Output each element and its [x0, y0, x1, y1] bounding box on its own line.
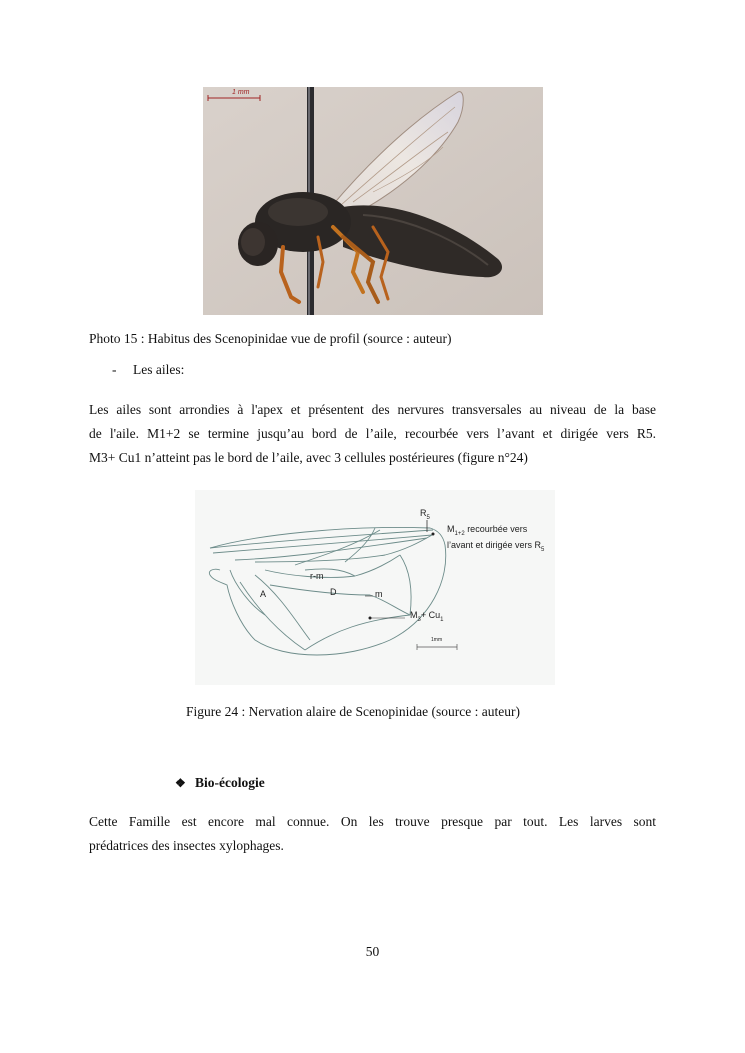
scenopinidae-habitus-image — [203, 87, 543, 315]
label-a: A — [260, 589, 267, 599]
label-rm: r-m — [310, 571, 324, 581]
section-title-text: Bio-écologie — [195, 775, 265, 790]
label-d: D — [330, 587, 337, 597]
paragraph-line: prédatrices des insectes xylophages. — [89, 838, 284, 853]
diamond-bullet-icon: ❖ — [175, 776, 186, 790]
bio-ecology-paragraph — [89, 810, 656, 858]
figure-caption: Figure 24 : Nervation alaire de Scenopinidae (source : auteur) — [186, 704, 520, 719]
bullet-marker: - — [112, 362, 117, 377]
paragraph-line: Cette Famille est encore mal connue. On les trouve presque par tout. Les larves sont — [89, 814, 656, 829]
page-number: 50 — [365, 944, 380, 959]
insect-photo — [203, 87, 543, 315]
wing-description-paragraph — [89, 398, 656, 470]
label-r5: $R_5$ — [420, 508, 430, 521]
paragraph-line: de l'aile. M1+2 se termine jusqu’au bord de l’aile, recourbée vers l’avant et dirigée vers R5. — [89, 426, 656, 441]
wing-scale-label: 1mm — [431, 637, 443, 643]
paragraph-line: M3+ Cu1 n’atteint pas le bord de l’aile, avec 3 cellules postérieures (figure n°24) — [89, 450, 528, 465]
scale-bar-label: 1 mm — [232, 89, 250, 96]
paragraph-line: Les ailes sont arrondies à l'apex et présentent des nervures transversales au niveau de la base — [89, 402, 656, 417]
section-heading — [175, 775, 265, 791]
wing-venation-drawing — [195, 490, 555, 685]
photo-caption: Photo 15 : Habitus des Scenopinidae vue de profil (source : auteur) — [89, 331, 452, 346]
label-m: m — [375, 589, 383, 599]
label-m3-cu1: $M_3+ Cu_1$ — [410, 610, 444, 623]
bullet-text: Les ailes: — [133, 362, 185, 377]
wing-venation-figure — [195, 490, 555, 685]
label-m12: $M_{1+2}$ recourbée vers l’avant et dirigée vers $R_5$ — [447, 524, 545, 553]
